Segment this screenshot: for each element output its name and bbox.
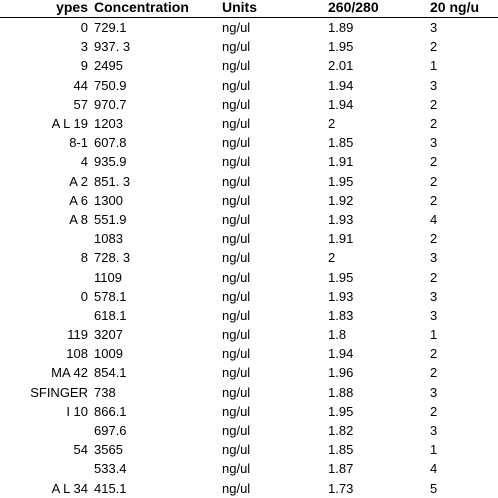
- sample-name-cell: 3: [80, 39, 88, 55]
- table-row: [0, 37, 498, 56]
- table-row: [0, 344, 498, 363]
- concentration-cell: 1203: [94, 116, 123, 132]
- sample-name-cell: MA 42: [51, 365, 88, 381]
- concentration-cell: 2495: [94, 58, 123, 74]
- ratio-260-280-cell: 1.8: [328, 327, 347, 343]
- header-units: Units: [220, 0, 326, 18]
- dilution-cell: 1: [430, 442, 438, 458]
- sample-name-cell: A L 34: [51, 480, 88, 496]
- sample-name-cell: 0: [80, 20, 88, 36]
- concentration-cell: 851. 3: [94, 173, 131, 189]
- sample-name-cell: [0, 306, 92, 325]
- units-cell: ng/ul: [222, 288, 251, 304]
- dilution-cell: 2: [430, 269, 438, 285]
- concentration-cell: 937. 3: [94, 39, 131, 55]
- concentration-cell: 697.6: [94, 423, 127, 439]
- dilution-cell: 2: [430, 39, 438, 55]
- table-row: [0, 114, 498, 133]
- dilution-cell: 2: [430, 365, 438, 381]
- dilution-cell: 5: [430, 480, 438, 496]
- header-260-280-ratio: 260/280: [326, 0, 428, 18]
- sample-name-cell: I 10: [66, 403, 88, 419]
- units-cell: ng/ul: [222, 365, 251, 381]
- dilution-cell: 3: [430, 77, 438, 93]
- units-cell: ng/ul: [222, 96, 251, 112]
- ratio-260-280-cell: 2: [328, 116, 336, 132]
- concentration-cell: 854.1: [94, 365, 127, 381]
- ratio-260-280-cell: 1.95: [328, 39, 354, 55]
- sample-name-cell: 44: [73, 77, 88, 93]
- units-cell: ng/ul: [222, 135, 251, 151]
- sample-name-cell: SFINGER: [30, 384, 88, 400]
- table-row: [0, 363, 498, 382]
- ratio-260-280-cell: 1.96: [328, 365, 354, 381]
- header-concentration: Concentration: [92, 0, 220, 18]
- units-cell: ng/ul: [222, 231, 251, 247]
- table-row: [0, 95, 498, 114]
- ratio-260-280-cell: 1.95: [328, 173, 354, 189]
- table-row: [0, 306, 498, 325]
- concentration-cell: 866.1: [94, 403, 127, 419]
- ratio-260-280-cell: 1.87: [328, 461, 354, 477]
- concentration-cell: 3207: [94, 327, 123, 343]
- units-cell: ng/ul: [222, 20, 251, 36]
- dilution-cell: 3: [430, 423, 438, 439]
- concentration-cell: 533.4: [94, 461, 127, 477]
- table-row: [0, 191, 498, 210]
- table-row: [0, 172, 498, 191]
- units-cell: ng/ul: [222, 269, 251, 285]
- dilution-cell: 4: [430, 211, 438, 227]
- ratio-260-280-cell: 1.85: [328, 442, 354, 458]
- sample-name-cell: 57: [73, 96, 88, 112]
- table-row: [0, 421, 498, 440]
- units-cell: ng/ul: [222, 250, 251, 266]
- table-row: [0, 18, 498, 38]
- table-row: [0, 287, 498, 306]
- sample-name-cell: [0, 421, 92, 440]
- sample-name-cell: A 6: [69, 192, 88, 208]
- table-row: [0, 210, 498, 229]
- units-cell: ng/ul: [222, 461, 251, 477]
- dilution-cell: 2: [430, 192, 438, 208]
- concentration-cell: 729.1: [94, 20, 127, 36]
- table-row: [0, 248, 498, 267]
- units-cell: ng/ul: [222, 192, 251, 208]
- sample-name-cell: 8: [80, 250, 88, 266]
- table-row: [0, 440, 498, 459]
- concentration-cell: 415.1: [94, 480, 127, 496]
- ratio-260-280-cell: 1.95: [328, 403, 354, 419]
- table-row: [0, 133, 498, 152]
- dilution-cell: 1: [430, 58, 438, 74]
- units-cell: ng/ul: [222, 58, 251, 74]
- concentration-cell: 1009: [94, 346, 123, 362]
- ratio-260-280-cell: 1.91: [328, 231, 354, 247]
- concentration-cell: 551.9: [94, 211, 127, 227]
- dilution-cell: 2: [430, 96, 438, 112]
- ratio-260-280-cell: 1.91: [328, 154, 354, 170]
- concentration-cell: 1083: [94, 231, 123, 247]
- table-row: [0, 229, 498, 248]
- concentration-cell: 578.1: [94, 288, 127, 304]
- concentration-cell: 738: [94, 384, 116, 400]
- sample-name-cell: 119: [67, 327, 88, 343]
- sample-name-cell: 4: [80, 154, 88, 170]
- sample-name-cell: 0: [80, 288, 88, 304]
- dilution-cell: 4: [430, 461, 438, 477]
- units-cell: ng/ul: [222, 384, 251, 400]
- concentration-cell: 1300: [94, 192, 123, 208]
- table-row: [0, 152, 498, 171]
- header-20-ng-ul: 20 ng/u: [428, 0, 498, 18]
- sample-name-cell: [0, 459, 92, 478]
- ratio-260-280-cell: 1.83: [328, 307, 354, 323]
- sample-name-cell: [0, 229, 92, 248]
- table-row: [0, 479, 498, 498]
- dilution-cell: 3: [430, 135, 438, 151]
- sample-name-cell: 8-1: [69, 135, 88, 151]
- concentration-cell: 750.9: [94, 77, 127, 93]
- dilution-cell: 2: [430, 154, 438, 170]
- dilution-cell: 2: [430, 346, 438, 362]
- ratio-260-280-cell: 1.88: [328, 384, 354, 400]
- sample-name-cell: [0, 267, 92, 286]
- dilution-cell: 2: [430, 116, 438, 132]
- dilution-cell: 1: [430, 327, 438, 343]
- concentration-cell: 3565: [94, 442, 123, 458]
- units-cell: ng/ul: [222, 423, 251, 439]
- ratio-260-280-cell: 1.95: [328, 269, 354, 285]
- concentration-cell: 1109: [94, 269, 122, 285]
- dilution-cell: 2: [430, 231, 438, 247]
- table-body: [0, 18, 498, 498]
- dilution-cell: 3: [430, 288, 438, 304]
- sample-name-cell: A L 19: [51, 116, 88, 132]
- units-cell: ng/ul: [222, 327, 251, 343]
- units-cell: ng/ul: [222, 442, 251, 458]
- ratio-260-280-cell: 1.94: [328, 96, 354, 112]
- table-row: [0, 76, 498, 95]
- units-cell: ng/ul: [222, 346, 251, 362]
- table-row: [0, 267, 498, 286]
- ratio-260-280-cell: 1.94: [328, 77, 354, 93]
- table-row: [0, 56, 498, 75]
- concentration-cell: 607.8: [94, 135, 127, 151]
- ratio-260-280-cell: 1.89: [328, 20, 354, 36]
- table-row: [0, 459, 498, 478]
- ratio-260-280-cell: 1.93: [328, 211, 354, 227]
- ratio-260-280-cell: 2.01: [328, 58, 354, 74]
- dilution-cell: 2: [430, 173, 438, 189]
- sample-name-cell: A 8: [69, 211, 88, 227]
- ratio-260-280-cell: 1.73: [328, 480, 354, 496]
- sample-name-cell: A 2: [69, 173, 88, 189]
- table-header-row: [0, 0, 498, 18]
- dilution-cell: 3: [430, 384, 438, 400]
- units-cell: ng/ul: [222, 403, 251, 419]
- concentration-cell: 728. 3: [94, 250, 131, 266]
- header-sample-types: ypes: [0, 0, 92, 18]
- table-row: [0, 402, 498, 421]
- ratio-260-280-cell: 1.93: [328, 288, 354, 304]
- sample-name-cell: 108: [66, 346, 88, 362]
- table-row: [0, 383, 498, 402]
- ratio-260-280-cell: 2: [328, 250, 336, 266]
- ratio-260-280-cell: 1.85: [328, 135, 354, 151]
- sample-name-cell: 54: [73, 442, 88, 458]
- table-row: [0, 325, 498, 344]
- dilution-cell: 3: [430, 250, 438, 266]
- concentration-cell: 935.9: [94, 154, 127, 170]
- units-cell: ng/ul: [222, 307, 251, 323]
- concentration-cell: 618.1: [94, 307, 127, 323]
- dilution-cell: 3: [430, 307, 438, 323]
- ratio-260-280-cell: 1.94: [328, 346, 354, 362]
- ratio-260-280-cell: 1.82: [328, 423, 354, 439]
- dilution-cell: 3: [430, 20, 438, 36]
- units-cell: ng/ul: [222, 173, 251, 189]
- units-cell: ng/ul: [222, 77, 251, 93]
- ratio-260-280-cell: 1.92: [328, 192, 354, 208]
- sample-name-cell: 9: [80, 58, 88, 74]
- units-cell: ng/ul: [222, 480, 251, 496]
- units-cell: ng/ul: [222, 39, 251, 55]
- units-cell: ng/ul: [222, 116, 251, 132]
- concentration-cell: 970.7: [94, 96, 127, 112]
- units-cell: ng/ul: [222, 154, 251, 170]
- dilution-cell: 2: [430, 403, 438, 419]
- units-cell: ng/ul: [222, 211, 251, 227]
